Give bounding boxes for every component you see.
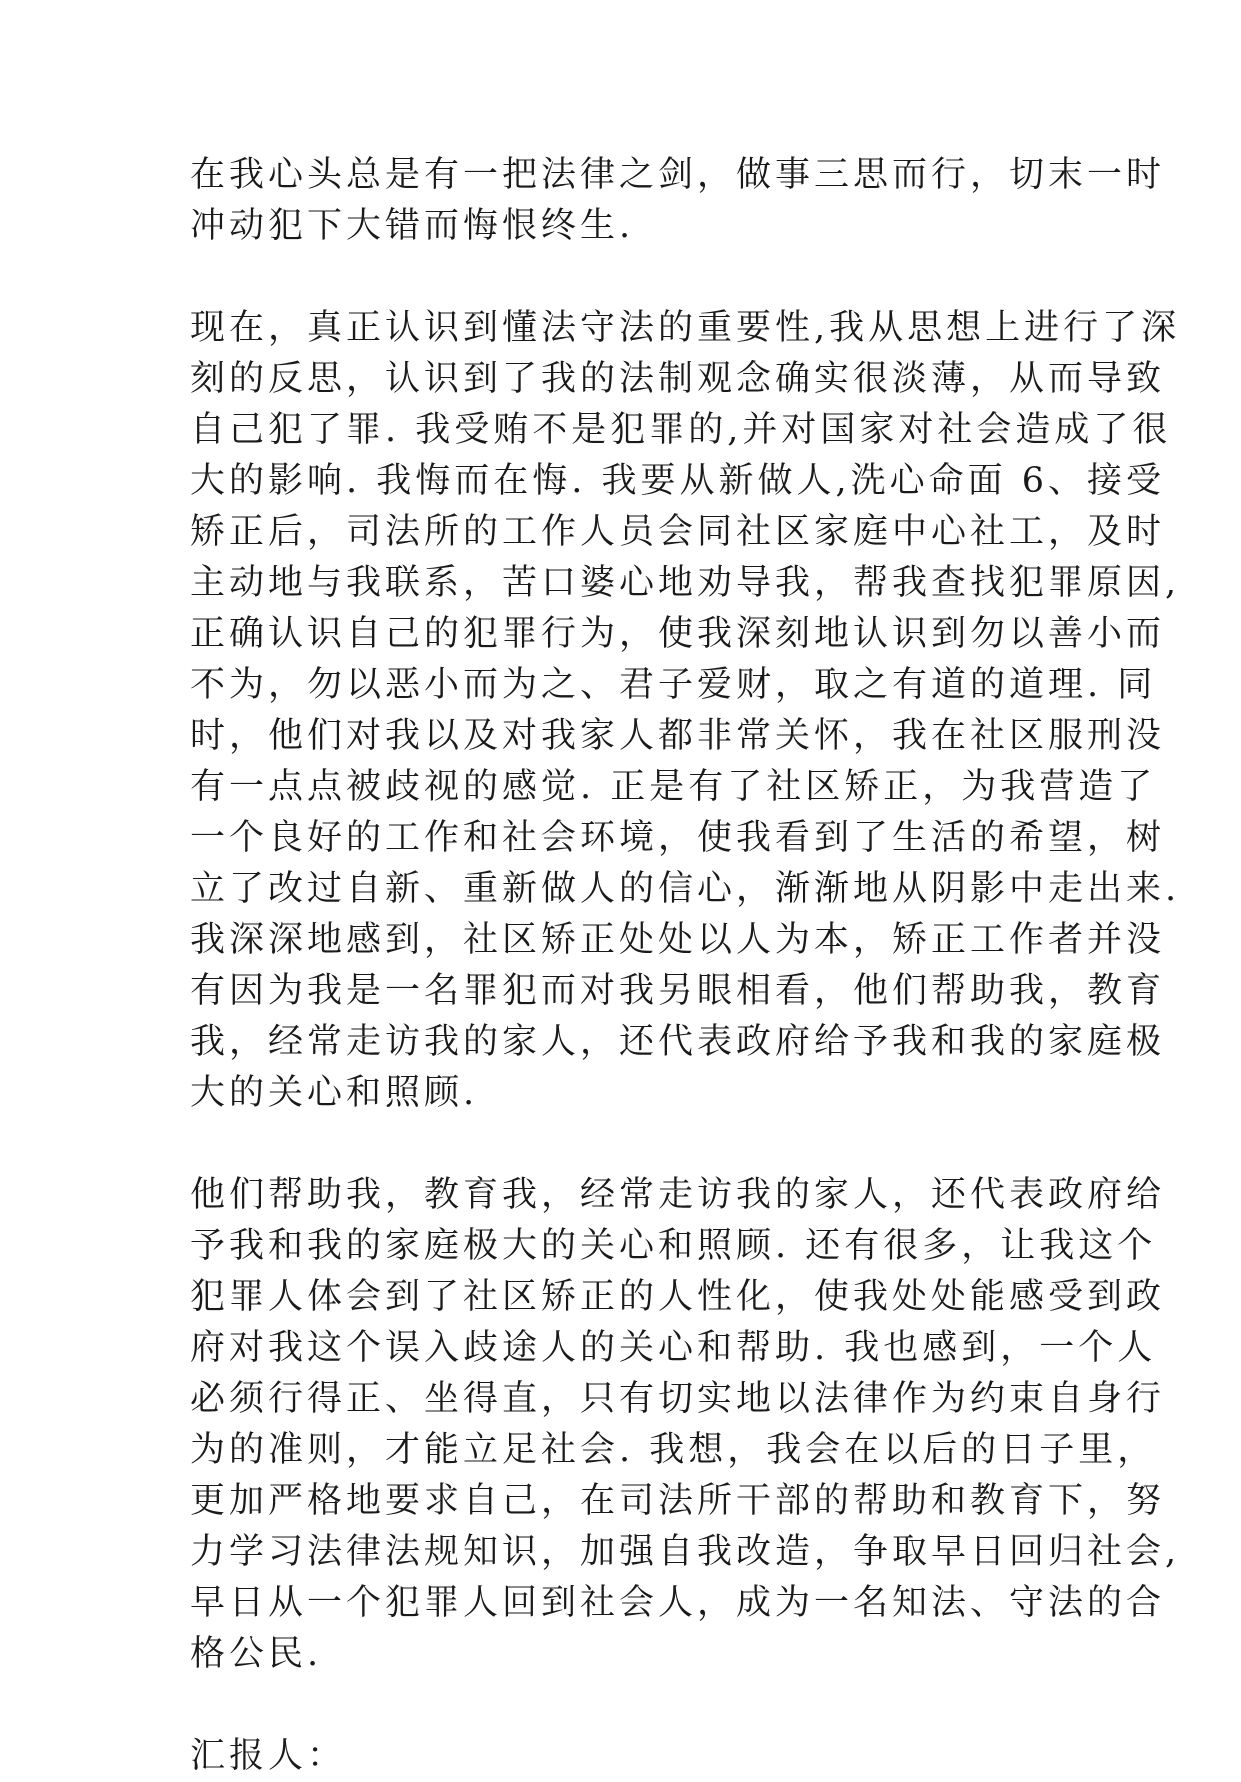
text-line: 我深深地感到，社区矫正处处以人为本，矫正工作者并没 xyxy=(190,920,1166,960)
text-line: 犯罪人体会到了社区矫正的人性化，使我处处能感受到政 xyxy=(190,1277,1166,1317)
paragraph-1 xyxy=(190,150,1166,252)
text-line: 更加严格地要求自己，在司法所干部的帮助和教育下，努 xyxy=(190,1481,1166,1521)
text-line: 大的影响. 我悔而在悔. 我要从新做人,洗心命面 6、接受 xyxy=(190,461,1166,501)
text-line: 正确认识自己的犯罪行为，使我深刻地认识到勿以善小而 xyxy=(190,614,1166,654)
text-line: 有因为我是一名罪犯而对我另眼相看，他们帮助我，教育 xyxy=(190,971,1166,1011)
text-line: 在我心头总是有一把法律之剑，做事三思而行，切末一时 xyxy=(190,155,1166,195)
text-line: 他们帮助我，教育我，经常走访我的家人，还代表政府给 xyxy=(190,1175,1166,1215)
signature-line xyxy=(190,1731,1070,1782)
text-line: 主动地与我联系，苦口婆心地劝导我，帮我查找犯罪原因, xyxy=(190,563,1181,603)
text-line: 我，经常走访我的家人，还代表政府给予我和我的家庭极 xyxy=(190,1022,1166,1062)
text-line: 力学习法律法规知识，加强自我改造，争取早日回归社会, xyxy=(190,1532,1181,1572)
text-line: 格公民. xyxy=(190,1634,323,1674)
text-line: 刻的反思，认识到了我的法制观念确实很淡薄，从而导致 xyxy=(190,359,1166,399)
text-line: 为的准则，才能立足社会. 我想，我会在以后的日子里， xyxy=(190,1430,1157,1470)
text-line: 予我和我的家庭极大的关心和照顾. 还有很多，让我这个 xyxy=(190,1226,1157,1266)
text-line: 府对我这个误入歧途人的关心和帮助. 我也感到，一个人 xyxy=(190,1328,1157,1368)
paragraph-3 xyxy=(190,1170,1181,1680)
text-line: 必须行得正、坐得直，只有切实地以法律作为约束自身行 xyxy=(190,1379,1166,1419)
text-line: 现在，真正认识到懂法守法的重要性,我从思想上进行了深 xyxy=(190,308,1181,348)
text-line: 大的关心和照顾. xyxy=(190,1073,479,1113)
text-line: 矫正后，司法所的工作人员会同社区家庭中心社工，及时 xyxy=(190,512,1166,552)
document-body xyxy=(190,150,1181,1782)
paragraph-2 xyxy=(190,303,1181,1119)
text-line: 不为，勿以恶小而为之、君子爱财，取之有道的道理. 同 xyxy=(190,665,1157,705)
text-line: 时，他们对我以及对我家人都非常关怀，我在社区服刑没 xyxy=(190,716,1166,756)
text-line: 一个良好的工作和社会环境，使我看到了生活的希望，树 xyxy=(190,818,1166,858)
text-line: 冲动犯下大错而悔恨终生. xyxy=(190,206,635,246)
text-line: 自己犯了罪. 我受贿不是犯罪的,并对国家对社会造成了很 xyxy=(190,410,1172,450)
text-line: 立了改过自新、重新做人的信心，渐渐地从阴影中走出来. xyxy=(190,869,1181,909)
text-line: 早日从一个犯罪人回到社会人，成为一名知法、守法的合 xyxy=(190,1583,1166,1623)
reporter-label: 汇报人： xyxy=(190,1736,347,1776)
text-line: 有一点点被歧视的感觉. 正是有了社区矫正，为我营造了 xyxy=(190,767,1157,807)
